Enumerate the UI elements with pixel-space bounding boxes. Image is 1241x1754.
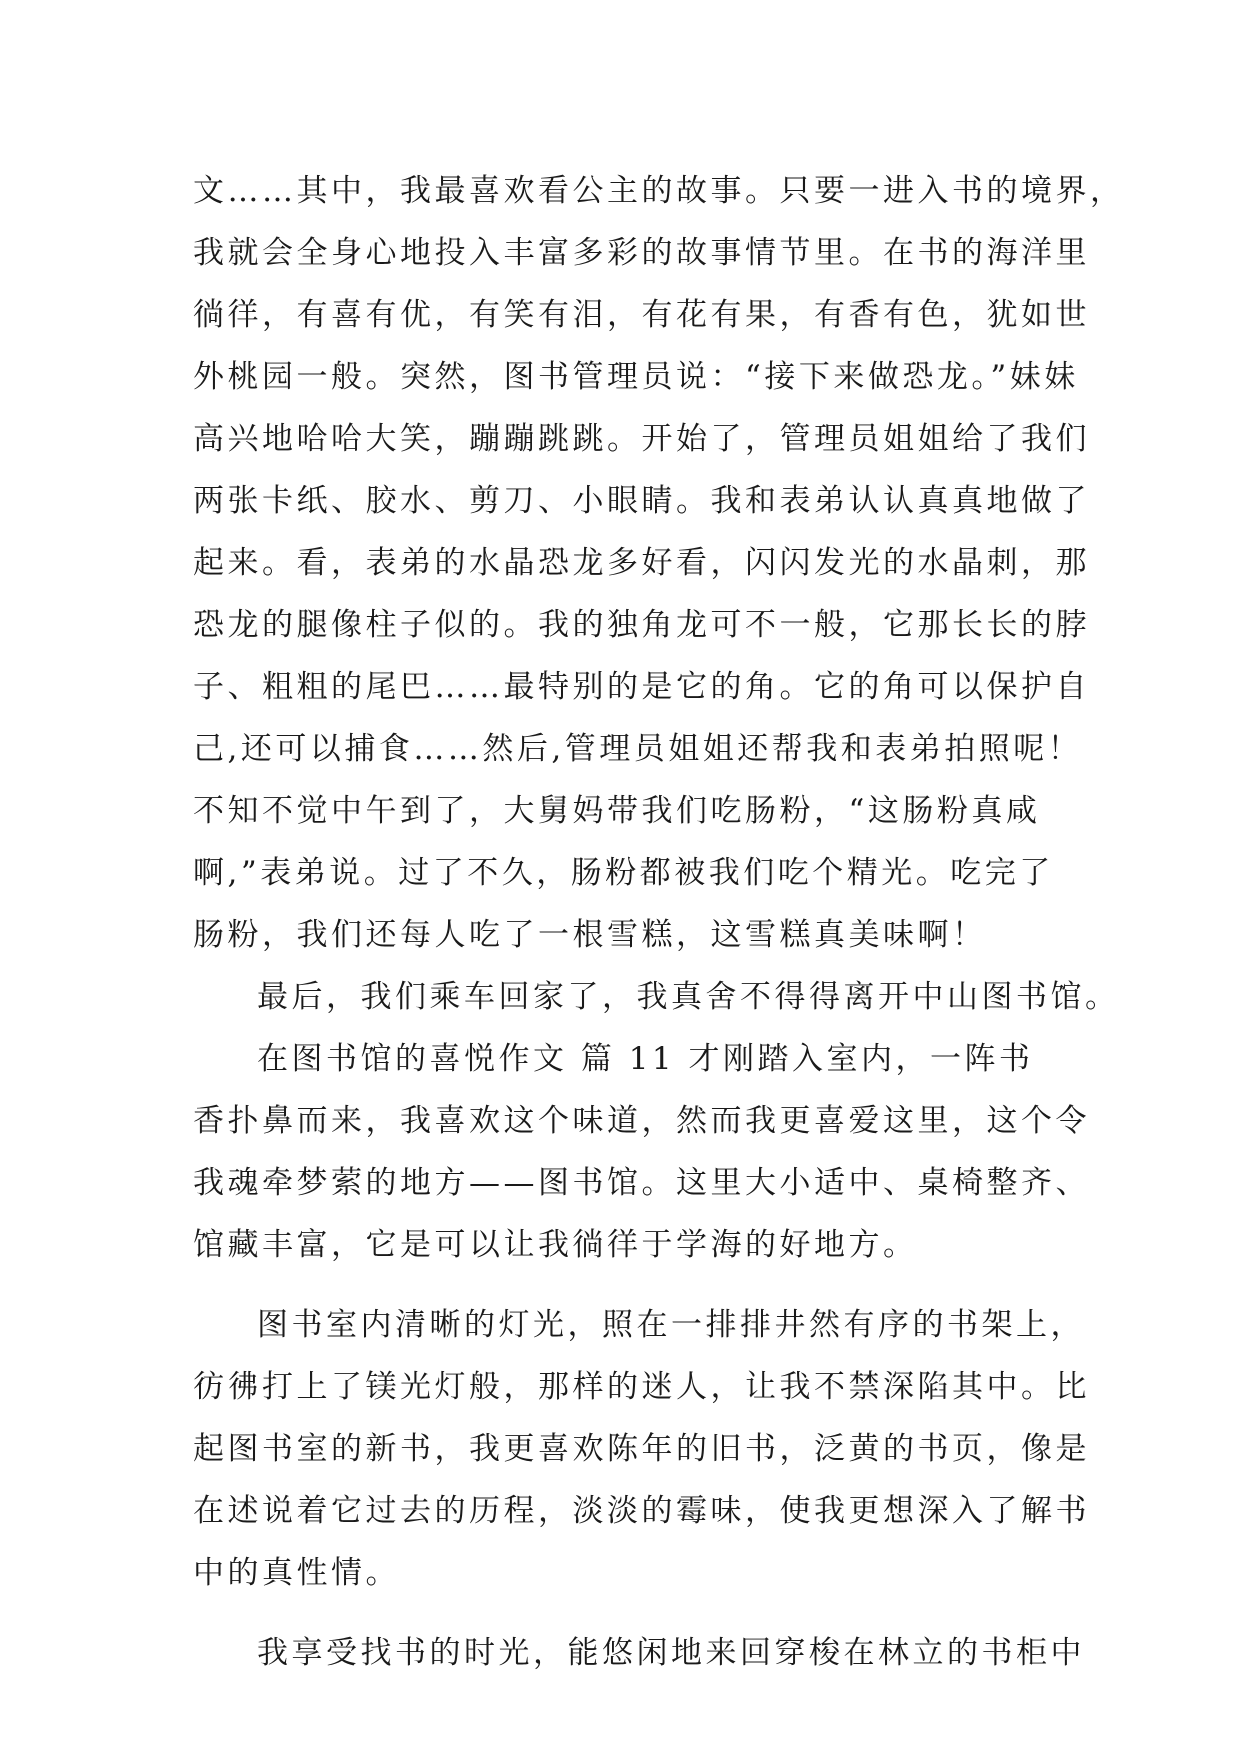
text-line: 恐龙的腿像柱子似的。我的独角龙可不一般，它那长长的脖 (193, 607, 1090, 643)
text-line: 在述说着它过去的历程，淡淡的霉味，使我更想深入了解书 (193, 1493, 1090, 1529)
text-line: 彷彿打上了镁光灯般，那样的迷人，让我不禁深陷其中。比 (193, 1369, 1090, 1405)
text-line: 文……其中，我最喜欢看公主的故事。只要一进入书的境界， (193, 173, 1125, 209)
text-line: 起来。看，表弟的水晶恐龙多好看，闪闪发光的水晶刺，那 (193, 545, 1090, 581)
text-line: 啊,”表弟说。过了不久，肠粉都被我们吃个精光。吃完了 (193, 855, 1054, 891)
paragraph-start-line: 最后，我们乘车回家了，我真舍不得得离开中山图书馆。 (257, 979, 1120, 1015)
text-line: 高兴地哈哈大笑，蹦蹦跳跳。开始了，管理员姐姐给了我们 (193, 421, 1090, 457)
section-heading-line: 在图书馆的喜悦作文 篇 11 才刚踏入室内，一阵书 (257, 1041, 1034, 1077)
text-line: 徜徉，有喜有优，有笑有泪，有花有果，有香有色，犹如世 (193, 297, 1090, 333)
text-line: 香扑鼻而来，我喜欢这个味道，然而我更喜爱这里，这个令 (193, 1103, 1090, 1139)
text-line: 肠粉，我们还每人吃了一根雪糕，这雪糕真美味啊！ (193, 917, 987, 953)
essay-body (193, 160, 1125, 1684)
paragraph-start-line: 我享受找书的时光，能悠闲地来回穿梭在林立的书柜中 (257, 1635, 1085, 1671)
text-line: 我魂牵梦萦的地方——图书馆。这里大小适中、桌椅整齐、 (193, 1165, 1090, 1201)
text-line: 我就会全身心地投入丰富多彩的故事情节里。在书的海洋里 (193, 235, 1090, 271)
text-line: 外桃园一般。突然，图书管理员说：“接下来做恐龙。”妹妹 (193, 359, 1079, 395)
text-line: 子、粗粗的尾巴……最特别的是它的角。它的角可以保护自 (193, 669, 1090, 705)
text-line: 己,还可以捕食……然后,管理员姐姐还帮我和表弟拍照呢！ (193, 731, 1083, 767)
text-line: 两张卡纸、胶水、剪刀、小眼睛。我和表弟认认真真地做了 (193, 483, 1090, 519)
paragraph-start-line: 图书室内清晰的灯光，照在一排排井然有序的书架上， (257, 1307, 1085, 1343)
text-line: 起图书室的新书，我更喜欢陈年的旧书，泛黄的书页，像是 (193, 1431, 1090, 1467)
text-line: 不知不觉中午到了，大舅妈带我们吃肠粉，“这肠粉真咸 (193, 793, 1041, 829)
text-line: 馆藏丰富，它是可以让我徜徉于学海的好地方。 (193, 1227, 918, 1263)
text-line: 中的真性情。 (193, 1555, 400, 1591)
